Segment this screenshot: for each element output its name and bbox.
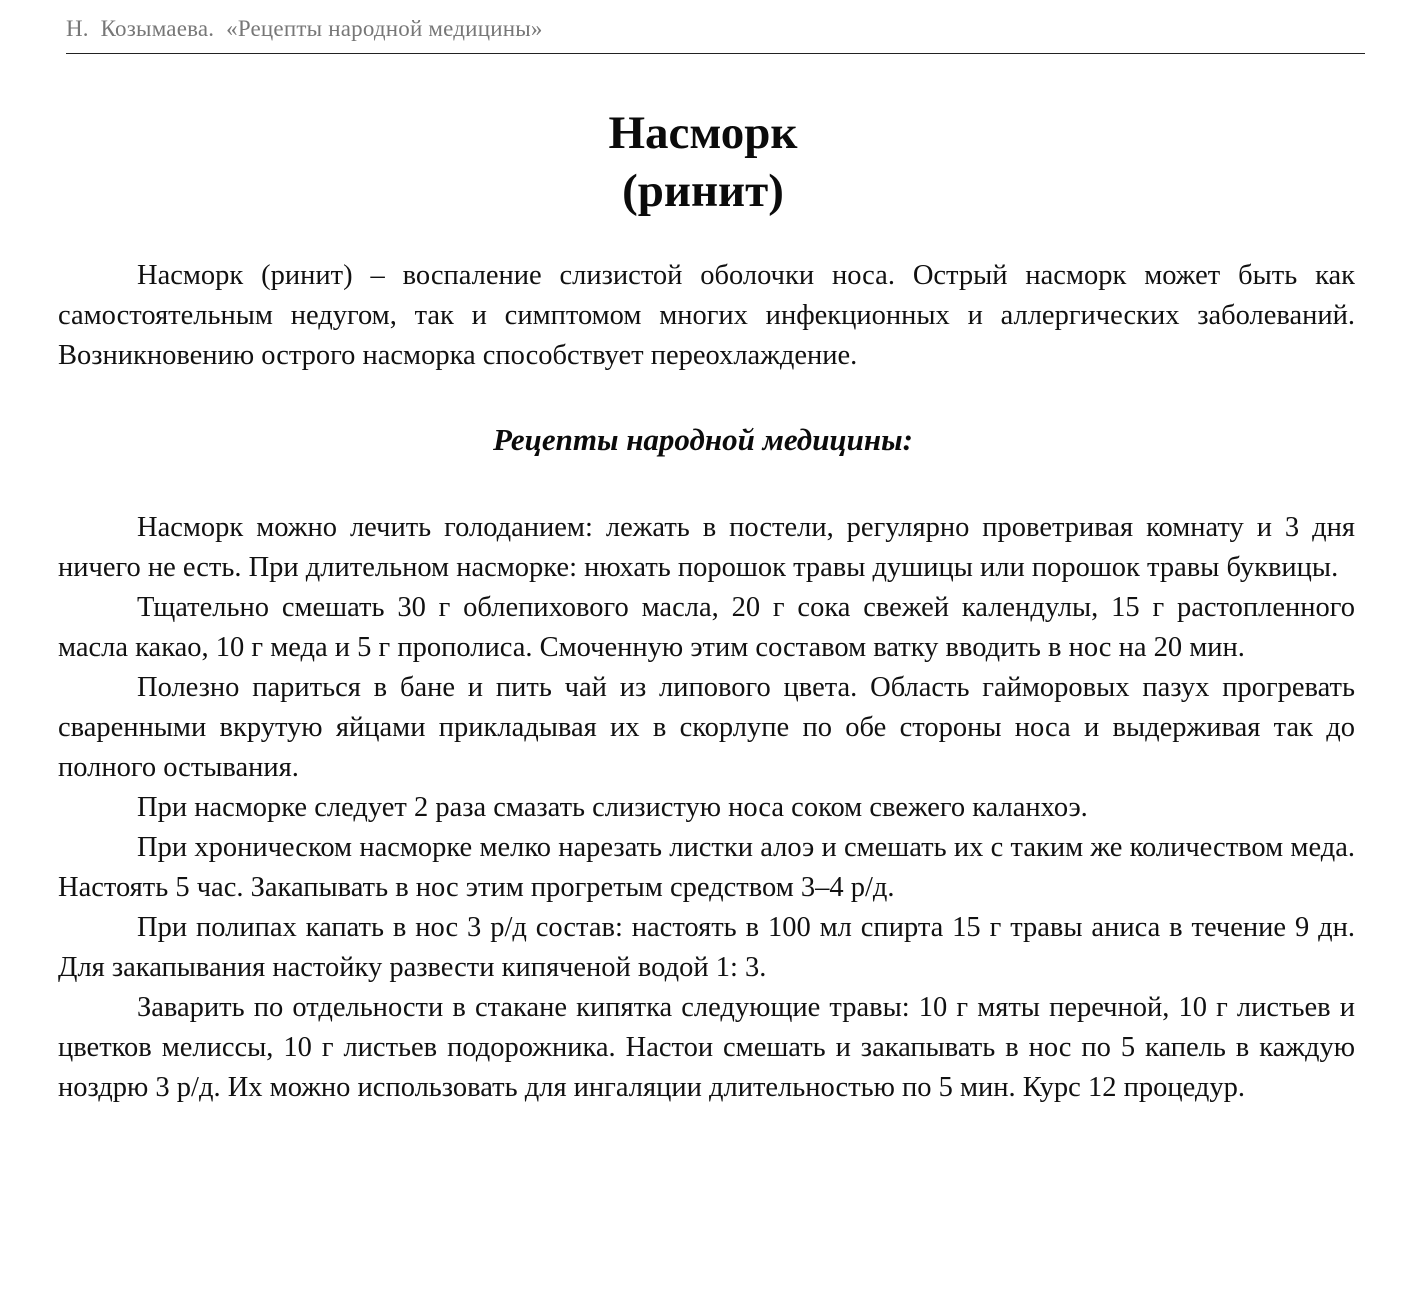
recipe-paragraph: При полипах капать в нос 3 р/д состав: настоять в 100 мл спирта 15 г травы аниса в течение 9 дн. Для закапывания настойку развести кипяченой водой 1: 3. bbox=[58, 912, 1355, 983]
page-title-line-1: Насморк bbox=[608, 107, 798, 159]
recipe-paragraph: Заварить по отдельности в стакане кипятка следующие травы: 10 г мяты перечной, 10 г листьев и цветков мелиссы, 10 г листьев подорожника. Настои смешать и закапывать в нос по 5 капель в каждую ноздрю 3 р/д. Их можно использовать для ингаляции длительностью по 5 мин. Курс 12 процедур. bbox=[58, 992, 1355, 1103]
recipe-paragraph: При насморке следует 2 раза смазать слизистую носа соком свежего каланхоэ. bbox=[137, 792, 1088, 823]
recipe-paragraph: Насморк можно лечить голоданием: лежать в постели, регулярно проветривая комнату и 3 дня ничего не есть. При длительном насморке: нюхать порошок травы душицы или порошок травы буквицы. bbox=[58, 512, 1355, 583]
recipes-section bbox=[58, 508, 1355, 1108]
recipe-paragraph: Тщательно смешать 30 г облепихового масла, 20 г сока свежей календулы, 15 г растопленного масла какао, 10 г меда и 5 г прополиса. Смоченную этим составом ватку вводить в нос на 20 мин. bbox=[58, 592, 1355, 663]
recipe-paragraph: При хроническом насморке мелко нарезать листки алоэ и смешать их с таким же количеством меда. Настоять 5 час. Закапывать в нос этим прогретым средством 3–4 р/д. bbox=[58, 832, 1355, 903]
running-header bbox=[66, 14, 1365, 54]
recipe-paragraph: Полезно париться в бане и пить чай из липового цвета. Область гайморовых пазух прогревать сваренными вкрутую яйцами прикладывая их в скорлупе по обе стороны носа и выдерживая так до полного остывания. bbox=[58, 672, 1355, 783]
intro-paragraph: Насморк (ринит) – воспаление слизистой оболочки носа. Острый насморк может быть как самостоятельным недугом, так и симптомом многих инфекционных и аллергических заболеваний. Возникновению острого насморка способствует переохлаждение. bbox=[58, 260, 1355, 371]
page-title bbox=[0, 104, 1406, 220]
page-title-line-2: (ринит) bbox=[622, 165, 784, 217]
running-header-title: Н. Козымаева. «Рецепты народной медицины» bbox=[66, 16, 543, 41]
intro-section bbox=[58, 256, 1355, 376]
recipes-heading: Рецепты народной медицины: bbox=[493, 422, 913, 457]
